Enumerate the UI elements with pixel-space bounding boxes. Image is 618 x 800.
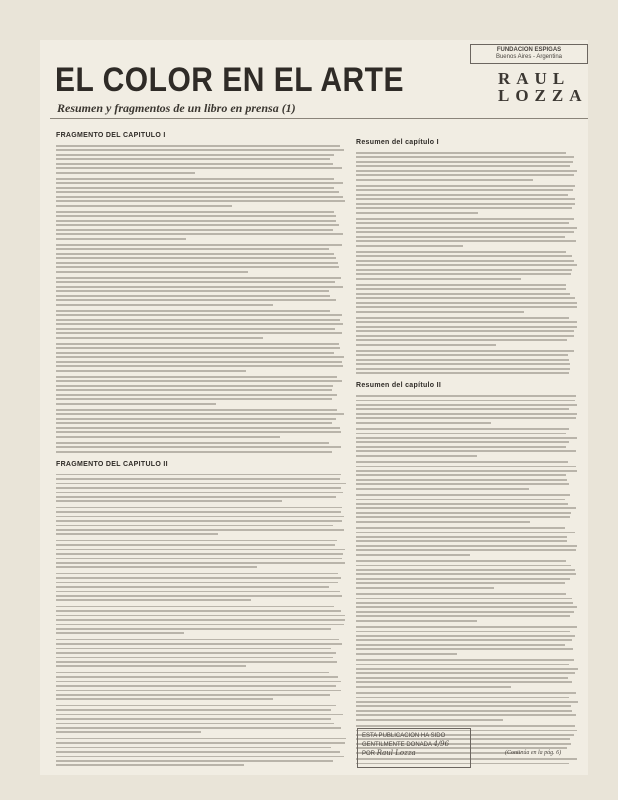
text-line xyxy=(56,628,331,630)
author-last: LOZZA xyxy=(498,86,588,105)
text-line xyxy=(56,709,331,711)
text-line xyxy=(56,277,341,279)
text-line xyxy=(356,677,568,679)
text-line xyxy=(356,549,576,551)
text-line xyxy=(356,672,575,674)
text-line xyxy=(356,521,530,523)
text-line xyxy=(356,222,569,224)
text-line xyxy=(56,248,329,250)
text-line xyxy=(56,661,337,663)
text-line xyxy=(56,624,344,626)
text-line xyxy=(356,260,574,262)
section-heading-resumen1: Resumen del capítulo I xyxy=(356,139,439,146)
text-line xyxy=(356,218,574,220)
text-line xyxy=(356,330,574,332)
text-line xyxy=(56,672,329,674)
text-line xyxy=(56,178,334,180)
text-line xyxy=(56,370,246,372)
text-line xyxy=(56,196,343,198)
text-line xyxy=(356,165,570,167)
text-line xyxy=(356,413,577,415)
text-line xyxy=(356,156,574,158)
text-line xyxy=(356,725,575,727)
text-line xyxy=(56,694,330,696)
text-line xyxy=(56,657,333,659)
text-line xyxy=(56,619,345,621)
body-text-resumen1 xyxy=(356,152,578,374)
text-line xyxy=(356,245,463,247)
text-line xyxy=(56,610,341,612)
text-line xyxy=(356,255,572,257)
text-line xyxy=(56,553,343,555)
text-line xyxy=(56,731,201,733)
text-line xyxy=(56,290,329,292)
text-line xyxy=(56,648,331,650)
text-line xyxy=(356,264,577,266)
text-line xyxy=(56,394,337,396)
text-line xyxy=(356,207,572,209)
text-line xyxy=(356,503,568,505)
text-line xyxy=(56,632,184,634)
text-line xyxy=(356,578,570,580)
text-line xyxy=(56,446,341,448)
text-line xyxy=(356,681,572,683)
text-line xyxy=(356,527,565,529)
text-line xyxy=(356,278,521,280)
text-line xyxy=(356,297,575,299)
text-line xyxy=(56,262,338,264)
text-line xyxy=(56,492,343,494)
text-line xyxy=(56,681,341,683)
continued-note: (Continúa en la pág. 6) xyxy=(505,750,562,756)
text-line xyxy=(56,573,338,575)
text-line xyxy=(56,347,340,349)
text-line xyxy=(56,253,334,255)
stamp-line-2: Buenos Aires - Argentina xyxy=(495,54,563,60)
text-line xyxy=(356,470,577,472)
article-title: EL COLOR EN EL ARTE xyxy=(55,60,404,99)
text-line xyxy=(56,698,273,700)
text-line xyxy=(56,520,342,522)
text-line xyxy=(56,599,251,601)
text-line xyxy=(56,172,195,174)
text-line xyxy=(356,251,566,253)
text-line xyxy=(356,203,575,205)
text-line xyxy=(56,606,334,608)
text-line xyxy=(56,409,337,411)
text-line xyxy=(356,240,576,242)
text-line xyxy=(56,639,339,641)
text-line xyxy=(356,354,568,356)
stamp-line-1: FUNDACION ESPIGAS xyxy=(496,47,562,53)
text-line xyxy=(356,639,572,641)
text-line xyxy=(56,764,244,766)
text-line xyxy=(356,335,574,337)
text-line xyxy=(56,511,341,513)
text-line xyxy=(56,577,341,579)
text-line xyxy=(56,323,343,325)
text-line xyxy=(356,441,569,443)
text-line xyxy=(356,516,570,518)
donation-date: 4/96 xyxy=(433,740,450,748)
text-line xyxy=(356,569,575,571)
text-line xyxy=(356,507,576,509)
text-line xyxy=(56,281,335,283)
text-line xyxy=(56,529,344,531)
section-heading-cap2: FRAGMENTO DEL CAPITULO II xyxy=(56,460,168,468)
text-line xyxy=(356,701,578,703)
text-line xyxy=(356,306,577,308)
body-text-resumen2 xyxy=(356,395,578,764)
text-line xyxy=(356,236,565,238)
text-line xyxy=(56,244,342,246)
text-line xyxy=(56,760,333,762)
text-line xyxy=(56,742,345,744)
text-line xyxy=(56,427,340,429)
text-line xyxy=(56,436,280,438)
text-line xyxy=(356,321,577,323)
text-line xyxy=(56,756,344,758)
text-line xyxy=(356,161,573,163)
text-line xyxy=(56,211,334,213)
text-line xyxy=(356,705,571,707)
text-line xyxy=(56,158,330,160)
text-line xyxy=(356,446,566,448)
text-line xyxy=(56,705,336,707)
text-line xyxy=(356,455,477,457)
text-line xyxy=(56,385,333,387)
text-line xyxy=(56,403,216,405)
text-line xyxy=(356,231,574,233)
text-line xyxy=(356,545,577,547)
right-column xyxy=(356,139,578,767)
text-line xyxy=(56,376,337,378)
text-line xyxy=(356,417,576,419)
text-line xyxy=(56,238,186,240)
text-line xyxy=(56,442,329,444)
text-line xyxy=(356,368,570,370)
body-text-cap1 xyxy=(56,145,346,453)
text-line xyxy=(56,566,257,568)
text-line xyxy=(356,198,575,200)
text-line xyxy=(356,273,571,275)
foundation-stamp xyxy=(470,44,588,64)
text-line xyxy=(56,533,218,535)
text-line xyxy=(56,229,333,231)
text-line xyxy=(356,606,577,608)
text-line xyxy=(56,582,338,584)
text-line xyxy=(356,560,566,562)
text-line xyxy=(356,350,574,352)
text-line xyxy=(56,220,336,222)
text-line xyxy=(56,478,340,480)
text-line xyxy=(56,271,248,273)
text-line xyxy=(356,284,566,286)
text-line xyxy=(356,433,566,435)
text-line xyxy=(356,536,567,538)
text-line xyxy=(56,310,330,312)
text-line xyxy=(56,451,332,453)
text-line xyxy=(356,714,576,716)
text-line xyxy=(56,343,339,345)
text-line xyxy=(56,418,336,420)
text-line xyxy=(356,408,569,410)
text-line xyxy=(356,573,576,575)
text-line xyxy=(56,398,332,400)
text-line xyxy=(356,615,570,617)
text-line xyxy=(356,428,569,430)
text-line xyxy=(56,163,333,165)
text-line xyxy=(56,507,342,509)
text-line xyxy=(356,404,577,406)
text-line xyxy=(356,692,576,694)
text-line xyxy=(56,304,273,306)
text-line xyxy=(356,488,529,490)
text-line xyxy=(356,494,570,496)
text-line xyxy=(356,626,577,628)
text-line xyxy=(356,582,565,584)
text-line xyxy=(56,714,343,716)
donation-line-1: ESTA PUBLICACION HA SIDO xyxy=(362,733,446,739)
text-line xyxy=(56,496,336,498)
text-line xyxy=(56,356,344,358)
text-line xyxy=(56,224,339,226)
text-line xyxy=(56,154,334,156)
text-line xyxy=(356,372,569,374)
text-line xyxy=(356,288,566,290)
text-line xyxy=(356,400,575,402)
text-line xyxy=(56,286,343,288)
text-line xyxy=(56,751,340,753)
text-line xyxy=(56,676,338,678)
text-line xyxy=(56,191,339,193)
text-line xyxy=(356,170,577,172)
text-line xyxy=(356,152,566,154)
article-subtitle: Resumen y fragmentos de un libro en prensa (1) xyxy=(57,101,296,115)
text-line xyxy=(56,167,342,169)
text-line xyxy=(56,652,336,654)
text-line xyxy=(356,311,524,313)
section-heading-cap1: FRAGMENTO DEL CAPITULO I xyxy=(56,132,166,139)
text-line xyxy=(356,697,569,699)
text-line xyxy=(56,685,336,687)
text-line xyxy=(356,644,565,646)
text-line xyxy=(56,200,345,202)
body-text-cap2 xyxy=(56,474,346,767)
text-line xyxy=(356,499,565,501)
text-line xyxy=(56,747,331,749)
donation-signature: Raul Lozza xyxy=(376,749,416,757)
text-line xyxy=(356,293,570,295)
text-line xyxy=(356,653,457,655)
text-line xyxy=(356,593,566,595)
text-line xyxy=(356,719,503,721)
donation-stamp xyxy=(357,728,471,768)
text-line xyxy=(56,431,341,433)
text-line xyxy=(356,212,478,214)
section-heading-resumen2: Resumen del capítulo II xyxy=(356,382,442,390)
text-line xyxy=(356,189,573,191)
text-line xyxy=(356,179,533,181)
text-line xyxy=(356,194,568,196)
text-line xyxy=(56,205,232,207)
text-line xyxy=(56,352,334,354)
text-line xyxy=(56,525,333,527)
text-line xyxy=(56,380,342,382)
text-line xyxy=(356,540,567,542)
text-line xyxy=(56,182,343,184)
text-line xyxy=(356,450,576,452)
text-line xyxy=(356,512,571,514)
donation-line-2: GENTILMENTE DONADA xyxy=(362,742,432,748)
text-line xyxy=(56,314,342,316)
text-line xyxy=(56,233,343,235)
text-line xyxy=(56,365,343,367)
text-line xyxy=(356,532,575,534)
header-rule xyxy=(50,118,588,119)
text-line xyxy=(56,558,342,560)
text-line xyxy=(56,299,336,301)
text-line xyxy=(56,723,334,725)
text-line xyxy=(56,483,346,485)
text-line xyxy=(356,344,496,346)
text-line xyxy=(356,474,566,476)
text-line xyxy=(356,479,567,481)
text-line xyxy=(356,587,494,589)
text-line xyxy=(356,668,578,670)
text-line xyxy=(56,544,335,546)
text-line xyxy=(56,187,334,189)
text-line xyxy=(356,466,576,468)
text-line xyxy=(356,302,577,304)
text-line xyxy=(56,540,337,542)
text-line xyxy=(56,487,341,489)
text-line xyxy=(356,565,571,567)
text-line xyxy=(56,295,330,297)
text-line xyxy=(356,620,477,622)
text-line xyxy=(356,659,574,661)
left-column xyxy=(56,132,346,771)
text-line xyxy=(56,422,332,424)
text-line xyxy=(56,413,344,415)
text-line xyxy=(356,359,569,361)
text-line xyxy=(56,549,345,551)
text-line xyxy=(56,727,341,729)
text-line xyxy=(356,395,576,397)
text-line xyxy=(356,317,569,319)
text-line xyxy=(56,516,344,518)
text-line xyxy=(56,500,282,502)
author-name xyxy=(498,70,588,104)
text-line xyxy=(356,227,577,229)
text-line xyxy=(356,339,567,341)
author-first: RAUL xyxy=(498,69,571,88)
text-line xyxy=(356,461,568,463)
text-line xyxy=(356,554,470,556)
text-line xyxy=(56,337,263,339)
text-line xyxy=(356,185,575,187)
text-line xyxy=(56,474,341,476)
text-line xyxy=(56,266,339,268)
text-line xyxy=(356,664,569,666)
text-line xyxy=(56,665,246,667)
text-line xyxy=(356,422,491,424)
text-line xyxy=(356,483,569,485)
text-line xyxy=(56,332,342,334)
text-line xyxy=(356,635,575,637)
donation-by: POR xyxy=(362,751,376,757)
text-line xyxy=(56,615,345,617)
text-line xyxy=(356,326,577,328)
text-line xyxy=(56,319,340,321)
text-line xyxy=(356,598,572,600)
text-line xyxy=(356,174,574,176)
text-line xyxy=(56,328,335,330)
text-line xyxy=(56,690,341,692)
text-line xyxy=(356,686,511,688)
text-line xyxy=(356,437,577,439)
text-line xyxy=(56,591,340,593)
text-line xyxy=(56,586,329,588)
text-line xyxy=(356,631,570,633)
text-line xyxy=(56,145,340,147)
text-line xyxy=(356,602,573,604)
text-line xyxy=(356,269,572,271)
text-line xyxy=(356,611,574,613)
text-line xyxy=(56,361,342,363)
text-line xyxy=(56,389,332,391)
text-line xyxy=(356,363,570,365)
text-line xyxy=(56,257,336,259)
text-line xyxy=(356,648,573,650)
text-line xyxy=(56,149,344,151)
text-line xyxy=(56,595,342,597)
text-line xyxy=(356,710,572,712)
text-line xyxy=(56,562,345,564)
text-line xyxy=(56,738,346,740)
text-line xyxy=(56,643,342,645)
text-line xyxy=(56,718,331,720)
text-line xyxy=(56,215,336,217)
